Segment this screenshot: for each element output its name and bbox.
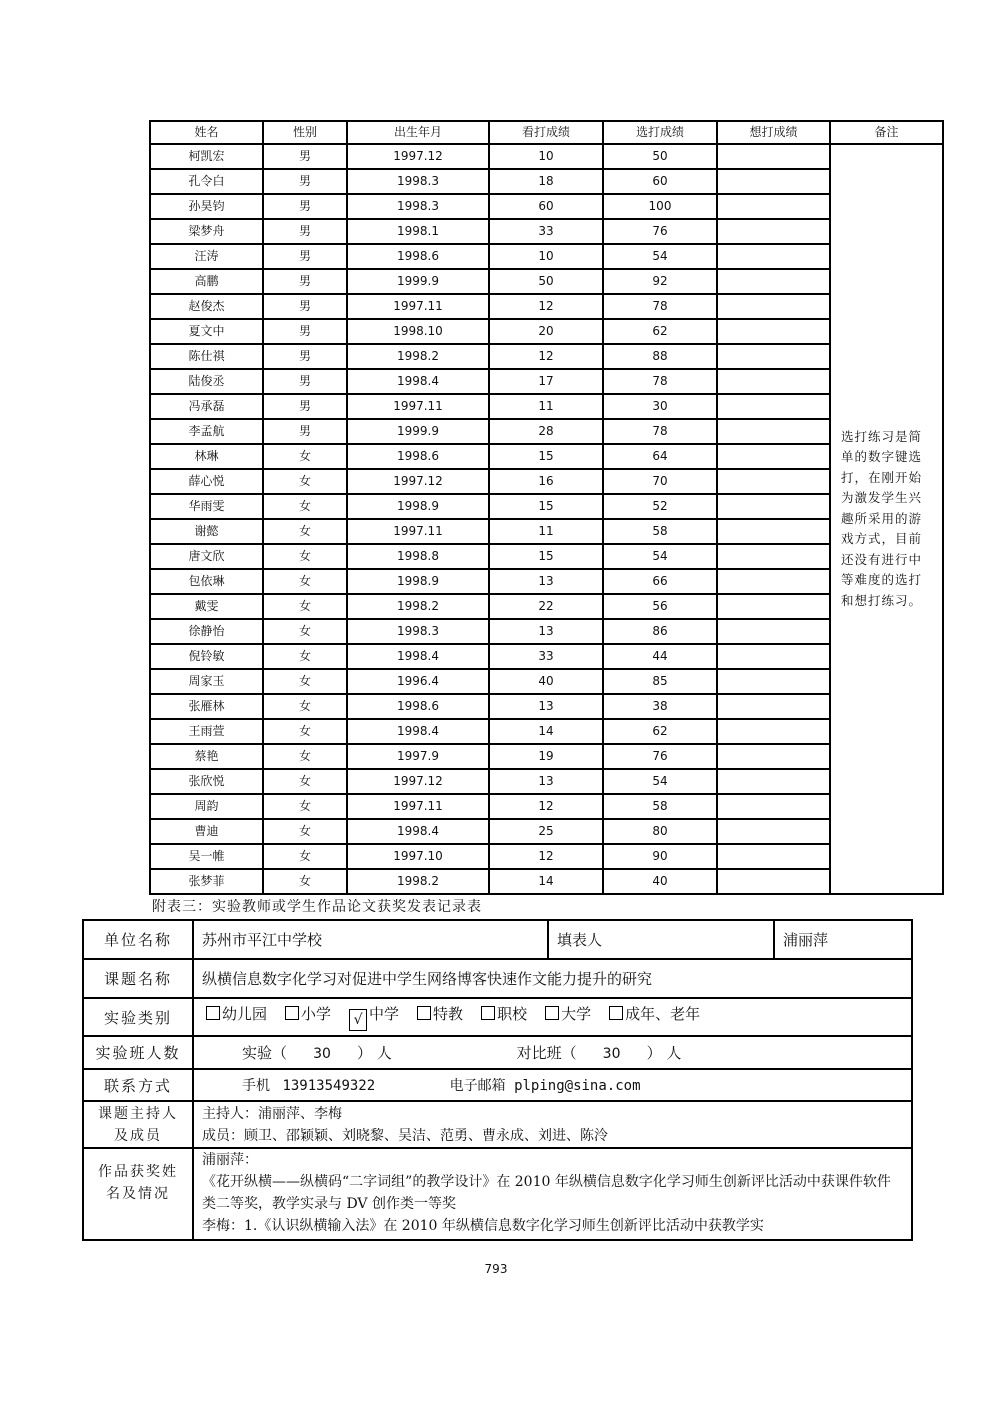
table-row	[150, 444, 943, 469]
think-typing-score	[717, 219, 830, 244]
type-option-label: 特教	[433, 1005, 464, 1023]
award-line: 李梅：1.《认识纵横输入法》在 2010 年纵横信息数字化学习师生创新评比活动中获教学实	[202, 1218, 764, 1234]
type-option[interactable]	[337, 1003, 405, 1031]
student-name: 张欣悦	[150, 769, 263, 794]
type-options	[193, 998, 912, 1036]
table-row	[150, 694, 943, 719]
look-typing-score: 11	[489, 394, 603, 419]
student-name: 汪涛	[150, 244, 263, 269]
look-typing-score: 12	[489, 344, 603, 369]
look-typing-score: 13	[489, 569, 603, 594]
look-typing-score: 13	[489, 694, 603, 719]
birth-date: 1998.3	[347, 619, 489, 644]
checkbox[interactable]	[206, 1006, 220, 1020]
table-row	[150, 394, 943, 419]
checkbox[interactable]	[285, 1006, 299, 1020]
think-typing-score	[717, 469, 830, 494]
header-select-typing: 选打成绩	[603, 121, 717, 144]
look-typing-score: 14	[489, 719, 603, 744]
type-option[interactable]	[597, 1003, 706, 1024]
think-typing-score	[717, 794, 830, 819]
think-typing-score	[717, 444, 830, 469]
select-typing-score: 88	[603, 344, 717, 369]
gender: 男	[263, 194, 347, 219]
select-typing-score: 100	[603, 194, 717, 219]
think-typing-score	[717, 544, 830, 569]
gender: 男	[263, 394, 347, 419]
birth-date: 1997.12	[347, 769, 489, 794]
select-typing-score: 40	[603, 869, 717, 894]
type-option[interactable]	[194, 1003, 273, 1024]
award-line: 《花开纵横——纵横码“二字词组”的教学设计》在 2010 年纵横信息数字化学习师生创新评比活动中获课件软件类二等奖，教学实录与 DV 创作类一等奖	[202, 1174, 891, 1212]
gender: 男	[263, 294, 347, 319]
student-name: 华雨雯	[150, 494, 263, 519]
table-row	[150, 769, 943, 794]
select-typing-score: 56	[603, 594, 717, 619]
select-typing-score: 76	[603, 744, 717, 769]
birth-date: 1999.9	[347, 269, 489, 294]
gender: 女	[263, 869, 347, 894]
award-values	[193, 1148, 912, 1240]
student-name: 张雁林	[150, 694, 263, 719]
birth-date: 1998.8	[347, 544, 489, 569]
select-typing-score: 70	[603, 469, 717, 494]
select-typing-score: 62	[603, 319, 717, 344]
table-row	[150, 469, 943, 494]
birth-date: 1998.9	[347, 494, 489, 519]
select-typing-score: 64	[603, 444, 717, 469]
gender: 女	[263, 669, 347, 694]
birth-date: 1998.4	[347, 369, 489, 394]
checkbox[interactable]	[417, 1006, 431, 1020]
select-typing-score: 54	[603, 244, 717, 269]
table-row	[150, 369, 943, 394]
birth-date: 1997.12	[347, 469, 489, 494]
count-label: 实验班人数	[83, 1036, 193, 1069]
select-typing-score: 80	[603, 819, 717, 844]
row-count	[83, 1036, 912, 1069]
filler-label: 填表人	[548, 920, 774, 959]
student-name: 陆俊丞	[150, 369, 263, 394]
look-typing-score: 25	[489, 819, 603, 844]
gender: 女	[263, 744, 347, 769]
type-option-label: 小学	[301, 1005, 332, 1023]
email-label: 电子邮箱	[449, 1078, 506, 1094]
birth-date: 1998.3	[347, 169, 489, 194]
topic-label: 课题名称	[83, 959, 193, 998]
look-typing-score: 60	[489, 194, 603, 219]
birth-date: 1998.2	[347, 869, 489, 894]
gender: 男	[263, 369, 347, 394]
select-typing-score: 85	[603, 669, 717, 694]
select-typing-score: 78	[603, 419, 717, 444]
student-name: 王雨萱	[150, 719, 263, 744]
student-name: 夏文中	[150, 319, 263, 344]
type-option-label: 成年、老年	[625, 1005, 701, 1023]
think-typing-score	[717, 644, 830, 669]
look-typing-score: 15	[489, 494, 603, 519]
birth-date: 1999.9	[347, 419, 489, 444]
row-topic	[83, 959, 912, 998]
host-line: 主持人：浦丽萍、李梅	[202, 1105, 342, 1122]
table-row	[150, 794, 943, 819]
student-name: 柯凯宏	[150, 144, 263, 169]
look-typing-score: 10	[489, 244, 603, 269]
birth-date: 1998.1	[347, 219, 489, 244]
look-typing-score: 33	[489, 644, 603, 669]
table-row	[150, 494, 943, 519]
birth-date: 1997.11	[347, 794, 489, 819]
type-option-label: 中学	[369, 1005, 400, 1023]
birth-date: 1997.11	[347, 519, 489, 544]
row-unit	[83, 920, 912, 959]
look-typing-score: 28	[489, 419, 603, 444]
header-name: 姓名	[150, 121, 263, 144]
look-typing-score: 12	[489, 844, 603, 869]
select-typing-score: 58	[603, 794, 717, 819]
gender: 男	[263, 269, 347, 294]
host-values	[193, 1101, 912, 1148]
think-typing-score	[717, 719, 830, 744]
table-row	[150, 294, 943, 319]
gender: 女	[263, 769, 347, 794]
look-typing-score: 14	[489, 869, 603, 894]
ctrl-group	[517, 1042, 682, 1063]
gender: 男	[263, 169, 347, 194]
select-typing-score: 78	[603, 294, 717, 319]
select-typing-score: 66	[603, 569, 717, 594]
select-typing-score: 44	[603, 644, 717, 669]
birth-date: 1997.9	[347, 744, 489, 769]
type-option[interactable]	[533, 1003, 597, 1024]
filler-value: 浦丽萍	[774, 920, 912, 959]
table-row	[150, 169, 943, 194]
think-typing-score	[717, 419, 830, 444]
type-option-label: 幼儿园	[222, 1005, 268, 1023]
award-record-table	[82, 919, 913, 1241]
look-typing-score: 19	[489, 744, 603, 769]
look-typing-score: 15	[489, 544, 603, 569]
student-name: 戴雯	[150, 594, 263, 619]
header-think-typing: 想打成绩	[717, 121, 830, 144]
gender: 女	[263, 444, 347, 469]
look-typing-score: 15	[489, 444, 603, 469]
look-typing-score: 10	[489, 144, 603, 169]
table-row	[150, 144, 943, 169]
checkbox[interactable]	[481, 1006, 495, 1020]
think-typing-score	[717, 269, 830, 294]
student-name: 徐静怡	[150, 619, 263, 644]
gender: 男	[263, 144, 347, 169]
table-row	[150, 869, 943, 894]
students-score-table	[149, 120, 944, 895]
ctrl-label: 对比班（	[516, 1044, 577, 1062]
select-typing-score: 60	[603, 169, 717, 194]
table-row	[150, 719, 943, 744]
select-typing-score: 50	[603, 144, 717, 169]
row-awards	[83, 1148, 912, 1240]
student-name: 高鹏	[150, 269, 263, 294]
count-values	[193, 1036, 912, 1069]
look-typing-score: 33	[489, 219, 603, 244]
think-typing-score	[717, 494, 830, 519]
look-typing-score: 50	[489, 269, 603, 294]
look-typing-score: 17	[489, 369, 603, 394]
select-typing-score: 30	[603, 394, 717, 419]
think-typing-score	[717, 144, 830, 169]
gender: 女	[263, 844, 347, 869]
birth-date: 1998.2	[347, 344, 489, 369]
student-name: 谢懿	[150, 519, 263, 544]
ctrl-value: 30	[602, 1046, 621, 1062]
contact-values	[193, 1069, 912, 1101]
student-name: 孙昊钧	[150, 194, 263, 219]
row-contact	[83, 1069, 912, 1101]
table-row	[150, 344, 943, 369]
birth-date: 1998.9	[347, 569, 489, 594]
table-header-row	[150, 121, 943, 144]
select-typing-score: 86	[603, 619, 717, 644]
think-typing-score	[717, 294, 830, 319]
birth-date: 1998.4	[347, 819, 489, 844]
table-row	[150, 269, 943, 294]
gender: 女	[263, 719, 347, 744]
think-typing-score	[717, 869, 830, 894]
type-option-label: 大学	[561, 1005, 592, 1023]
gender: 女	[263, 794, 347, 819]
select-typing-score: 90	[603, 844, 717, 869]
phone-value: 13913549322	[282, 1078, 376, 1094]
exp-unit: ） 人	[357, 1044, 392, 1062]
select-typing-score: 78	[603, 369, 717, 394]
look-typing-score: 16	[489, 469, 603, 494]
think-typing-score	[717, 594, 830, 619]
checkbox[interactable]	[609, 1006, 623, 1020]
look-typing-score: 18	[489, 169, 603, 194]
think-typing-score	[717, 394, 830, 419]
table-row	[150, 619, 943, 644]
table-caption: 附表三：实验教师或学生作品论文获奖发表记录表	[152, 899, 482, 915]
table-row	[150, 319, 943, 344]
birth-date: 1998.3	[347, 194, 489, 219]
student-name: 孔令白	[150, 169, 263, 194]
think-typing-score	[717, 844, 830, 869]
gender: 男	[263, 244, 347, 269]
topic-value: 纵横信息数字化学习对促进中学生网络博客快速作文能力提升的研究	[193, 959, 912, 998]
table-row	[150, 194, 943, 219]
gender: 女	[263, 544, 347, 569]
type-option[interactable]	[273, 1003, 337, 1024]
gender: 女	[263, 694, 347, 719]
select-typing-score: 54	[603, 544, 717, 569]
think-typing-score	[717, 694, 830, 719]
page-number: 793	[484, 1262, 508, 1276]
table-row	[150, 569, 943, 594]
table-row	[150, 219, 943, 244]
student-name: 陈仕祺	[150, 344, 263, 369]
look-typing-score: 12	[489, 794, 603, 819]
look-typing-score: 22	[489, 594, 603, 619]
table-row	[150, 594, 943, 619]
row-host	[83, 1101, 912, 1148]
members-line: 成员：顾卫、邵颖颖、刘晓黎、吴洁、范勇、曹永成、刘进、陈泠	[202, 1127, 608, 1144]
birth-date: 1997.12	[347, 144, 489, 169]
gender: 男	[263, 344, 347, 369]
think-typing-score	[717, 194, 830, 219]
select-typing-score: 38	[603, 694, 717, 719]
student-name: 冯承磊	[150, 394, 263, 419]
student-name: 倪铃敏	[150, 644, 263, 669]
birth-date: 1998.4	[347, 719, 489, 744]
table-row	[150, 644, 943, 669]
look-typing-score: 20	[489, 319, 603, 344]
gender: 女	[263, 469, 347, 494]
type-option[interactable]	[469, 1003, 533, 1024]
host-label: 课题主持人及成员	[83, 1101, 193, 1148]
think-typing-score	[717, 344, 830, 369]
table-row	[150, 544, 943, 569]
header-look-typing: 看打成绩	[489, 121, 603, 144]
think-typing-score	[717, 619, 830, 644]
ctrl-unit: ） 人	[646, 1044, 682, 1062]
remark-note: 选打练习是简单的数字键选打，在刚开始为激发学生兴趣所采用的游戏方式，目前还没有进行中等难度的选打和想打练习。	[830, 144, 943, 894]
select-typing-score: 54	[603, 769, 717, 794]
think-typing-score	[717, 244, 830, 269]
checkbox[interactable]	[545, 1006, 559, 1020]
table-row	[150, 669, 943, 694]
header-gender: 性别	[263, 121, 347, 144]
gender: 男	[263, 419, 347, 444]
select-typing-score: 76	[603, 219, 717, 244]
gender: 女	[263, 594, 347, 619]
birth-date: 1998.4	[347, 644, 489, 669]
think-typing-score	[717, 569, 830, 594]
think-typing-score	[717, 819, 830, 844]
header-birth: 出生年月	[347, 121, 489, 144]
unit-label: 单位名称	[83, 920, 193, 959]
think-typing-score	[717, 369, 830, 394]
select-typing-score: 92	[603, 269, 717, 294]
gender: 女	[263, 494, 347, 519]
student-name: 薛心悦	[150, 469, 263, 494]
row-type	[83, 998, 912, 1036]
birth-date: 1998.2	[347, 594, 489, 619]
birth-date: 1997.11	[347, 294, 489, 319]
think-typing-score	[717, 769, 830, 794]
think-typing-score	[717, 169, 830, 194]
type-option-label: 职校	[497, 1005, 528, 1023]
birth-date: 1998.6	[347, 694, 489, 719]
phone-label: 手机	[242, 1078, 270, 1094]
select-typing-score: 58	[603, 519, 717, 544]
student-name: 包依琳	[150, 569, 263, 594]
table-row	[150, 519, 943, 544]
select-typing-score: 62	[603, 719, 717, 744]
award-label: 作品获奖姓名及情况	[83, 1148, 193, 1240]
student-name: 林琳	[150, 444, 263, 469]
look-typing-score: 40	[489, 669, 603, 694]
look-typing-score: 13	[489, 619, 603, 644]
birth-date: 1997.10	[347, 844, 489, 869]
birth-date: 1998.6	[347, 444, 489, 469]
gender: 男	[263, 219, 347, 244]
header-remark: 备注	[830, 121, 943, 144]
birth-date: 1998.10	[347, 319, 489, 344]
think-typing-score	[717, 744, 830, 769]
student-name: 唐文欣	[150, 544, 263, 569]
think-typing-score	[717, 669, 830, 694]
student-name: 蔡艳	[150, 744, 263, 769]
email-value[interactable]: plping@sina.com	[514, 1078, 641, 1094]
student-name: 吴一帷	[150, 844, 263, 869]
student-name: 赵俊杰	[150, 294, 263, 319]
award-line: 浦丽萍：	[202, 1152, 258, 1168]
table-row	[150, 819, 943, 844]
student-name: 梁梦舟	[150, 219, 263, 244]
gender: 女	[263, 819, 347, 844]
gender: 女	[263, 619, 347, 644]
contact-label: 联系方式	[83, 1069, 193, 1101]
gender: 女	[263, 644, 347, 669]
birth-date: 1998.6	[347, 244, 489, 269]
student-name: 李孟航	[150, 419, 263, 444]
checkbox-checked[interactable]: √	[349, 1009, 367, 1031]
student-name: 周家玉	[150, 669, 263, 694]
exp-label: 实验（	[242, 1044, 288, 1062]
type-option[interactable]	[405, 1003, 469, 1024]
think-typing-score	[717, 519, 830, 544]
birth-date: 1997.11	[347, 394, 489, 419]
exp-group	[242, 1042, 392, 1063]
select-typing-score: 52	[603, 494, 717, 519]
look-typing-score: 12	[489, 294, 603, 319]
look-typing-score: 13	[489, 769, 603, 794]
student-name: 周韵	[150, 794, 263, 819]
exp-value: 30	[313, 1046, 331, 1062]
look-typing-score: 11	[489, 519, 603, 544]
unit-value: 苏州市平江中学校	[193, 920, 548, 959]
table-row	[150, 744, 943, 769]
birth-date: 1996.4	[347, 669, 489, 694]
think-typing-score	[717, 319, 830, 344]
student-name: 张梦菲	[150, 869, 263, 894]
gender: 女	[263, 569, 347, 594]
student-name: 曹迪	[150, 819, 263, 844]
type-label: 实验类别	[83, 998, 193, 1036]
table-row	[150, 844, 943, 869]
gender: 女	[263, 519, 347, 544]
table-row	[150, 419, 943, 444]
table-row	[150, 244, 943, 269]
gender: 男	[263, 319, 347, 344]
